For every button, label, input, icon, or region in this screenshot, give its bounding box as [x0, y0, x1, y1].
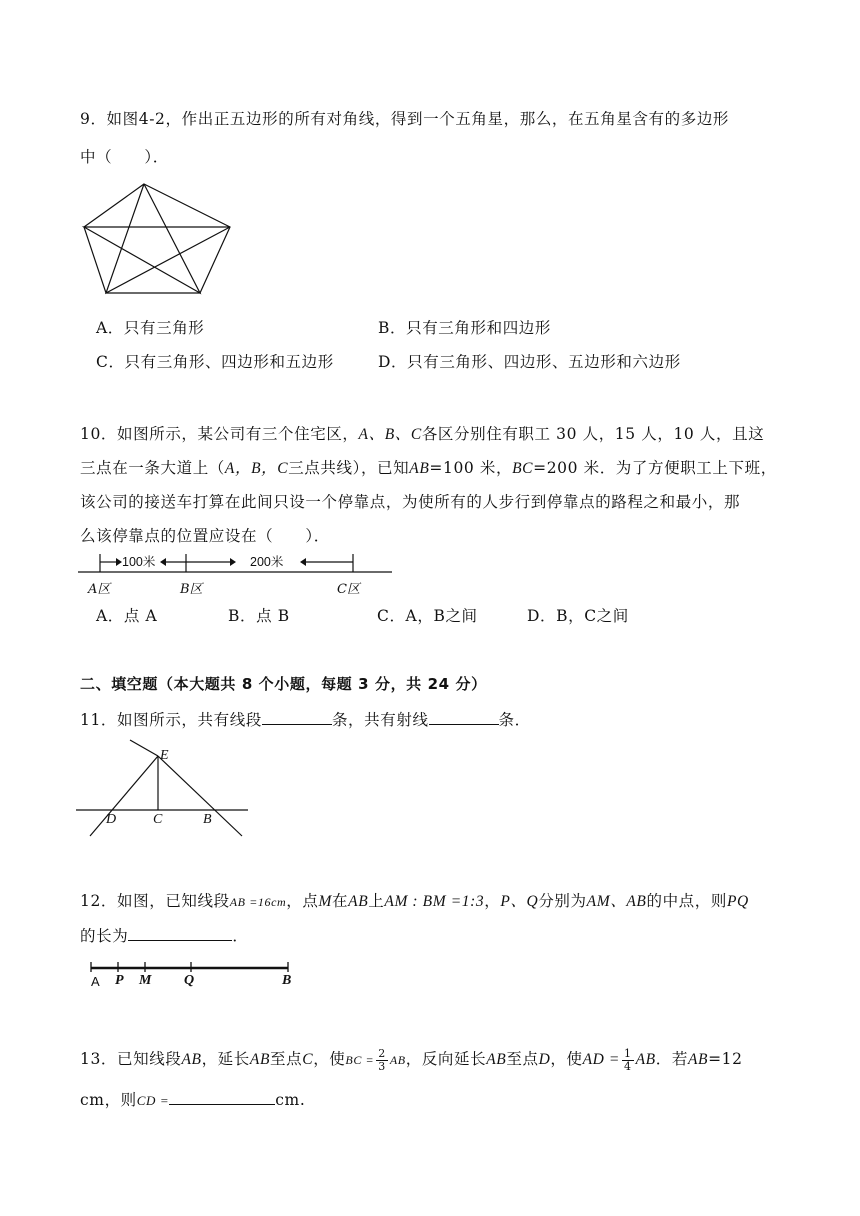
q10-dist-ab: 100米: [122, 555, 156, 569]
q12-line2: 的长为 ．: [80, 927, 249, 945]
q9-option-d: D．只有三角形、四边形、五边形和六边形: [378, 353, 681, 371]
q12-label-q: Q: [184, 973, 195, 988]
q13-fraction-one-quarter: $\frac{1}{4}$: [623, 1046, 632, 1073]
q10-option-b: B．点 B: [228, 607, 290, 625]
q10-dist-bc: 200米: [250, 555, 284, 569]
q11-blank-rays[interactable]: [429, 710, 499, 725]
q12-label-m: M: [139, 973, 152, 988]
q9-line2: 中（ ）．: [80, 148, 169, 166]
q9-line1: 9．如图4-2，作出正五边形的所有对角线，得到一个五角星，那么，在五角星含有的多边形: [80, 110, 730, 128]
q11-label-d: D: [106, 812, 117, 827]
pentagon-star-figure: [82, 182, 232, 297]
q10-line2: 三点在一条大道上（A，B，C三点共线），已知AB=100 米，BC=200 米．为了方便职工上下班，: [80, 459, 777, 477]
q10-line3: 该公司的接送车打算在此间只设一个停靠点，为使所有的人步行到停靠点的路程之和最小，那: [80, 493, 741, 511]
q11-label-c: C: [153, 812, 163, 827]
q10-label-c: C区: [337, 582, 360, 597]
q9-option-a: A．只有三角形: [96, 319, 205, 337]
q9-option-b: B．只有三角形和四边形: [378, 319, 551, 337]
q10-option-c: C．A，B之间: [377, 607, 478, 625]
q10-label-b: B区: [180, 582, 203, 597]
q9-option-c: C．只有三角形、四边形和五边形: [96, 353, 334, 371]
q13-line1: 13．已知线段AB，延长AB至点C，使BC = $\frac{2}{3}$ AB，反向延长AB至点D，使AD = $\frac{1}{4}$ AB．若AB=12: [80, 1046, 743, 1073]
q10-line4: 么该停靠点的位置应设在（ ）．: [80, 527, 330, 545]
q12-label-b: B: [282, 973, 292, 988]
q12-label-p: P: [115, 973, 124, 988]
q11-blank-segments[interactable]: [262, 710, 332, 725]
q11-label-b: B: [203, 812, 212, 827]
q10-option-d: D．B，C之间: [527, 607, 629, 625]
q12-label-a: A: [91, 974, 100, 989]
q13-blank[interactable]: [169, 1090, 275, 1105]
q11-label-e: E: [160, 748, 169, 763]
q12-blank[interactable]: [128, 926, 232, 941]
q10-option-a: A．点 A: [96, 607, 158, 625]
q10-label-a: A区: [88, 582, 111, 597]
q13-line2: cm，则CD = cm.: [80, 1091, 306, 1109]
q10-line1: 10．如图所示，某公司有三个住宅区，A、B、C各区分别住有职工 30 人，15 人，10 人，且这: [80, 425, 765, 443]
q12-line1: 12．如图，已知线段AB =16cm，点M在AB上AM : BM =1:3，P、Q分别为AM、AB的中点，则PQ: [80, 892, 749, 910]
section-2-header: 二、填空题（本大题共 8 个小题，每题 3 分，共 24 分）: [80, 675, 487, 693]
q13-fraction-two-thirds: $\frac{2}{3}$: [378, 1046, 386, 1073]
q11-text: 11．如图所示，共有线段 条，共有射线 条．: [80, 711, 531, 729]
